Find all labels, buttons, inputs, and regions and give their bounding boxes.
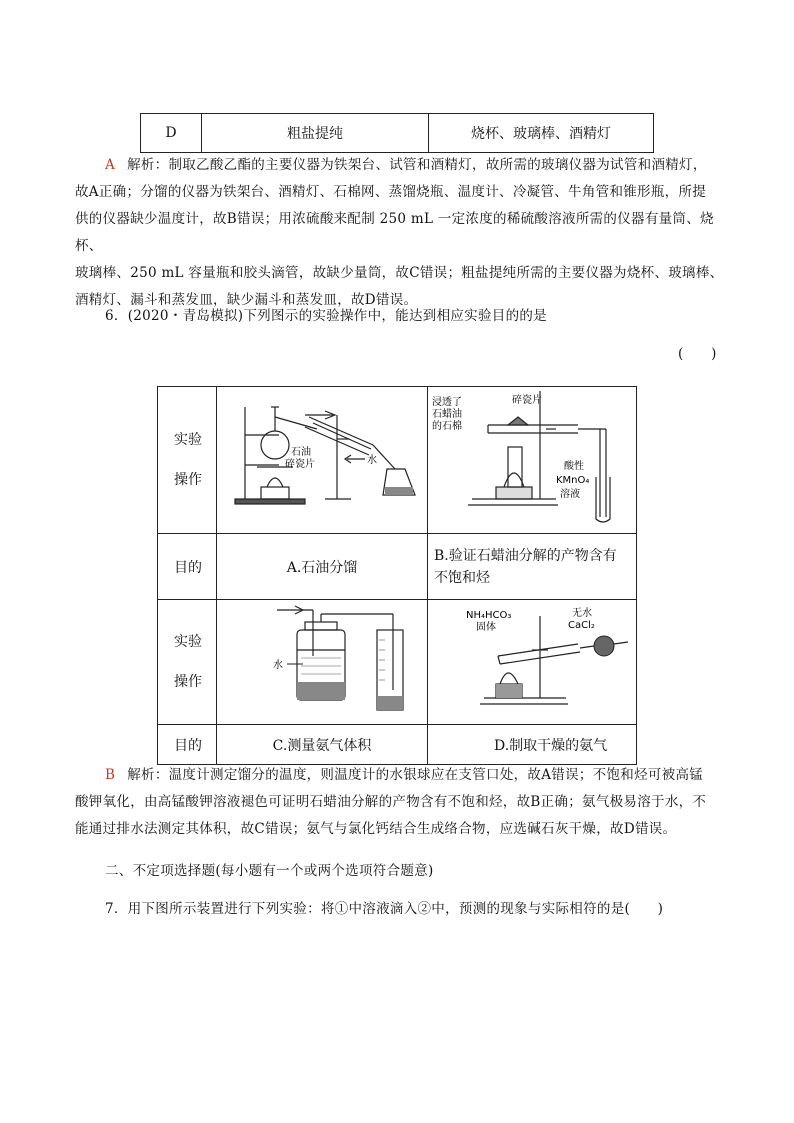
purpose-label: 目的 [158, 534, 217, 600]
caption-a: A.石油分馏 [217, 534, 428, 600]
paraffin-cracking-diagram [428, 387, 636, 529]
op-label: 实验 [174, 634, 202, 650]
gas-volume-diagram [217, 600, 427, 720]
answer-line: B 解析：温度计测定馏分的温度，则温度计的水银球应在支管口处，故A错误；不饱和烃可被高锰 [105, 767, 704, 783]
question-6-stem: 6．(2020・青岛模拟)下列图示的实验操作中，能达到相应实验目的的是 [105, 308, 547, 324]
fig-label: 石油 [291, 447, 311, 458]
fractional-distillation-diagram [217, 387, 427, 529]
answer-line: 酒精灯、漏斗和蒸发皿，缺少漏斗和蒸发皿，故D错误。 [75, 292, 418, 308]
caption-d: D.制取干燥的氨气 [428, 725, 637, 765]
section-heading: 二、不定项选择题(每小题有一个或两个选项符合题意) [105, 863, 434, 879]
table-cell [217, 600, 428, 725]
fig-label: KMnO₄ [556, 475, 590, 486]
caption-c: C.测量氨气体积 [217, 725, 428, 765]
fig-label: 碎瓷片 [285, 459, 315, 470]
fig-label: 水 [273, 660, 283, 671]
answer-letter: B [105, 767, 116, 783]
answer-line: 酸钾氧化，由高锰酸钾溶液褪色可证明石蜡油分解的产物含有不饱和烃，故B正确；氨气极易溶于水，不 [75, 794, 707, 810]
fig-label: 无水 [572, 608, 592, 619]
answer-line: 能通过排水法测定其体积，故C错误；氨气与氯化钙结合生成络合物，应选碱石灰干燥，故D错误。 [75, 821, 677, 837]
table-row [158, 534, 637, 600]
experiment-table [157, 386, 637, 765]
answer-line: 供的仪器缺少温度计，故B错误；用浓硫酸来配制 250 mL 一定浓度的稀硫酸溶液所需的仪器有量筒、烧杯、 [75, 211, 714, 254]
answer-line: 玻璃棒、250 mL 容量瓶和胶头滴管，故缺少量筒，故C错误；粗盐提纯所需的主要仪器为烧杯、玻璃棒、 [75, 265, 724, 281]
fig-label: 的石棉 [432, 421, 462, 432]
purpose-label: 目的 [158, 725, 217, 765]
op-label: 操作 [174, 674, 202, 690]
answer-5-block [75, 152, 735, 314]
table-row [158, 387, 637, 534]
table-cell: 烧杯、玻璃棒、酒精灯 [429, 114, 654, 153]
answer-line: A 解析：制取乙酸乙酯的主要仪器为铁架台、试管和酒精灯，故所需的玻璃仪器为试管和酒精灯， [105, 157, 707, 173]
table-row [141, 114, 654, 153]
top-table [140, 113, 654, 153]
table-cell [217, 387, 428, 534]
fig-label: 浸透了 [432, 397, 462, 408]
table-cell [158, 600, 217, 725]
fig-label: 固体 [476, 622, 496, 633]
fig-label: 碎瓷片 [512, 395, 542, 406]
caption-b: 不饱和烃 [434, 569, 490, 586]
fig-label: 酸性 [564, 461, 584, 472]
caption-b: B.验证石蜡油分解的产物含有 [434, 547, 617, 564]
fig-label: 溶液 [560, 489, 580, 500]
op-label: 实验 [174, 432, 202, 448]
table-cell [428, 534, 637, 600]
table-cell [158, 387, 217, 534]
fig-label: 水 [367, 455, 377, 466]
answer-6-block [75, 762, 735, 843]
answer-letter: A [105, 157, 116, 173]
question-6-answer-paren: ( ) [678, 346, 717, 362]
table-cell: D [141, 114, 202, 153]
table-cell: 粗盐提纯 [202, 114, 429, 153]
table-cell [428, 387, 637, 534]
fig-label: CaCl₂ [568, 620, 595, 631]
fig-label: NH₄HCO₃ [466, 610, 512, 621]
table-cell [428, 600, 637, 725]
op-label: 操作 [174, 472, 202, 488]
answer-line: 故A正确；分馏的仪器为铁架台、酒精灯、石棉网、蒸馏烧瓶、温度计、冷凝管、牛角管和锥形瓶，所提 [75, 184, 707, 200]
table-row [158, 600, 637, 725]
ammonia-drying-diagram [428, 600, 636, 720]
question-7-stem: 7．用下图所示装置进行下列实验：将①中溶液滴入②中，预测的现象与实际相符的是( ) [105, 901, 664, 917]
table-row [158, 725, 637, 765]
fig-label: 石蜡油 [432, 409, 462, 420]
